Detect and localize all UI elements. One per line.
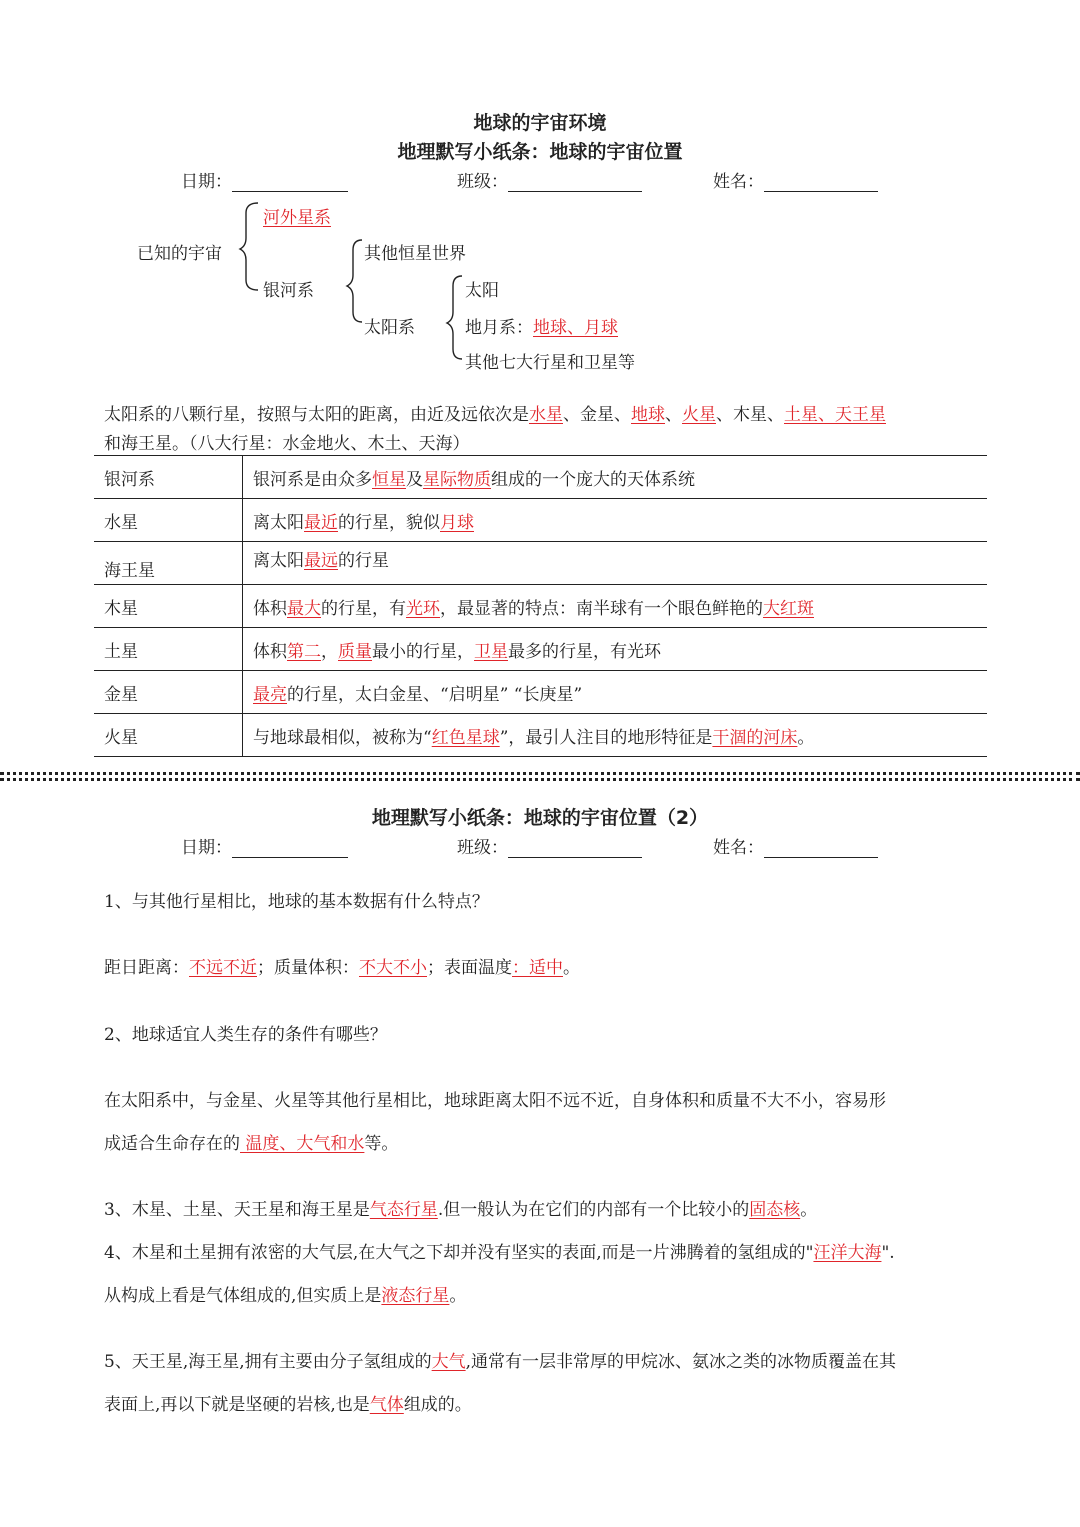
tree-sun: 太阳 [465, 281, 499, 301]
row-desc: 体积第二，质量最小的行星，卫星最多的行星，有光环 [243, 628, 988, 671]
name-blank[interactable] [764, 840, 878, 858]
order-text: 太阳系的八颗行星，按照与太阳的距离，由近及远依次是 [104, 405, 529, 425]
answer-mercury: 水星 [529, 405, 563, 425]
answer-mars: 火星 [682, 405, 716, 425]
question-4-line1: 4、木星和土星拥有浓密的大气层,在大气之下却并没有坚实的表面,而是一片沸腾着的氢组成的"汪洋大海". [104, 1243, 895, 1263]
tree-earth-moon [465, 313, 618, 338]
row-desc: 与地球最相似，被称为“红色星球”，最引人注目的地形特征是干涸的河床。 [243, 714, 988, 757]
name-label: 姓名： [713, 838, 764, 858]
question-5-line2: 表面上,再以下就是坚硬的岩核,也是气体组成的。 [104, 1395, 472, 1415]
answer-earth: 地球 [631, 405, 665, 425]
date-label: 日期： [181, 172, 232, 192]
class-label: 班级： [457, 838, 508, 858]
date-blank[interactable] [232, 840, 348, 858]
planet-table [94, 455, 987, 757]
table-row [94, 714, 987, 757]
row-name: 金星 [94, 671, 243, 714]
order-text: 、 [665, 405, 682, 425]
row-desc: 离太阳最远的行星 [243, 542, 988, 585]
table-row [94, 542, 987, 585]
cut-line [0, 772, 1080, 775]
tree-milky-way: 银河系 [263, 281, 314, 301]
table-row [94, 456, 987, 499]
tree-root: 已知的宇宙 [137, 244, 222, 264]
page-title: 地理默写小纸条：地球的宇宙位置 [397, 141, 683, 163]
table-row [94, 499, 987, 542]
row-name: 木星 [94, 585, 243, 628]
brace-milky-way [347, 240, 362, 322]
brace-solar-system [447, 276, 462, 359]
class-label: 班级： [457, 172, 508, 192]
question-4-line2: 从构成上看是气体组成的,但实质上是液态行星。 [104, 1286, 467, 1306]
planet-order-line1 [104, 400, 886, 425]
tree-other-stars: 其他恒星世界 [364, 244, 466, 264]
class-blank[interactable] [508, 840, 642, 858]
row-name: 火星 [94, 714, 243, 757]
planet-order-line2: 和海王星。（八大行星：水金地火、木土、天海） [104, 434, 470, 454]
table-row [94, 585, 987, 628]
class-field-2 [457, 833, 642, 858]
date-field-2 [181, 833, 348, 858]
question-5-line1: 5、天王星,海王星,拥有主要由分子氢组成的大气,通常有一层非常厚的甲烷冰、氨冰之类的冰物质覆盖在其 [104, 1352, 897, 1372]
tree-solar-system: 太阳系 [364, 318, 415, 338]
brace-universe [240, 203, 258, 290]
row-name: 海王星 [94, 542, 243, 585]
tree-extragalactic: 河外星系 [263, 208, 331, 228]
question-3: 3、木星、土星、天王星和海王星是气态行星.但一般认为在它们的内部有一个比较小的固态核。 [104, 1200, 818, 1220]
order-text: 、金星、 [563, 405, 631, 425]
earth-moon-answer: 地球、月球 [533, 318, 618, 338]
row-name: 水星 [94, 499, 243, 542]
answer-1: 距日距离：不远不近；质量体积：不大不小；表面温度：适中。 [104, 958, 580, 978]
answer-2-line2: 成适合生命存在的 温度、大气和水等。 [104, 1134, 399, 1154]
answer-saturn-uranus: 土星、天王星 [784, 405, 886, 425]
row-desc: 银河系是由众多恒星及星际物质组成的一个庞大的天体系统 [243, 456, 988, 499]
earth-moon-label: 地月系： [465, 318, 533, 338]
table-row [94, 671, 987, 714]
table-row [94, 628, 987, 671]
tree-others: 其他七大行星和卫星等 [465, 353, 635, 373]
row-desc: 离太阳最近的行星，貌似月球 [243, 499, 988, 542]
row-desc: 最亮的行星，太白金星、“启明星” “长庚星” [243, 671, 988, 714]
order-text: 、木星、 [716, 405, 784, 425]
page-title-2: 地理默写小纸条：地球的宇宙位置（2） [371, 807, 709, 829]
main-title: 地球的宇宙环境 [473, 112, 607, 134]
row-name: 土星 [94, 628, 243, 671]
question-1: 1、与其他行星相比，地球的基本数据有什么特点？ [104, 892, 489, 912]
name-field-2 [713, 833, 878, 858]
name-label: 姓名： [713, 172, 764, 192]
row-desc: 体积最大的行星，有光环，最显著的特点：南半球有一个眼色鲜艳的大红斑 [243, 585, 988, 628]
date-label: 日期： [181, 838, 232, 858]
cut-line [0, 778, 1080, 781]
question-2: 2、地球适宜人类生存的条件有哪些？ [104, 1025, 387, 1045]
answer-2-line1: 在太阳系中，与金星、火星等其他行星相比，地球距离太阳不远不近，自身体积和质量不大不小，容易形 [104, 1091, 886, 1111]
row-name: 银河系 [94, 456, 243, 499]
